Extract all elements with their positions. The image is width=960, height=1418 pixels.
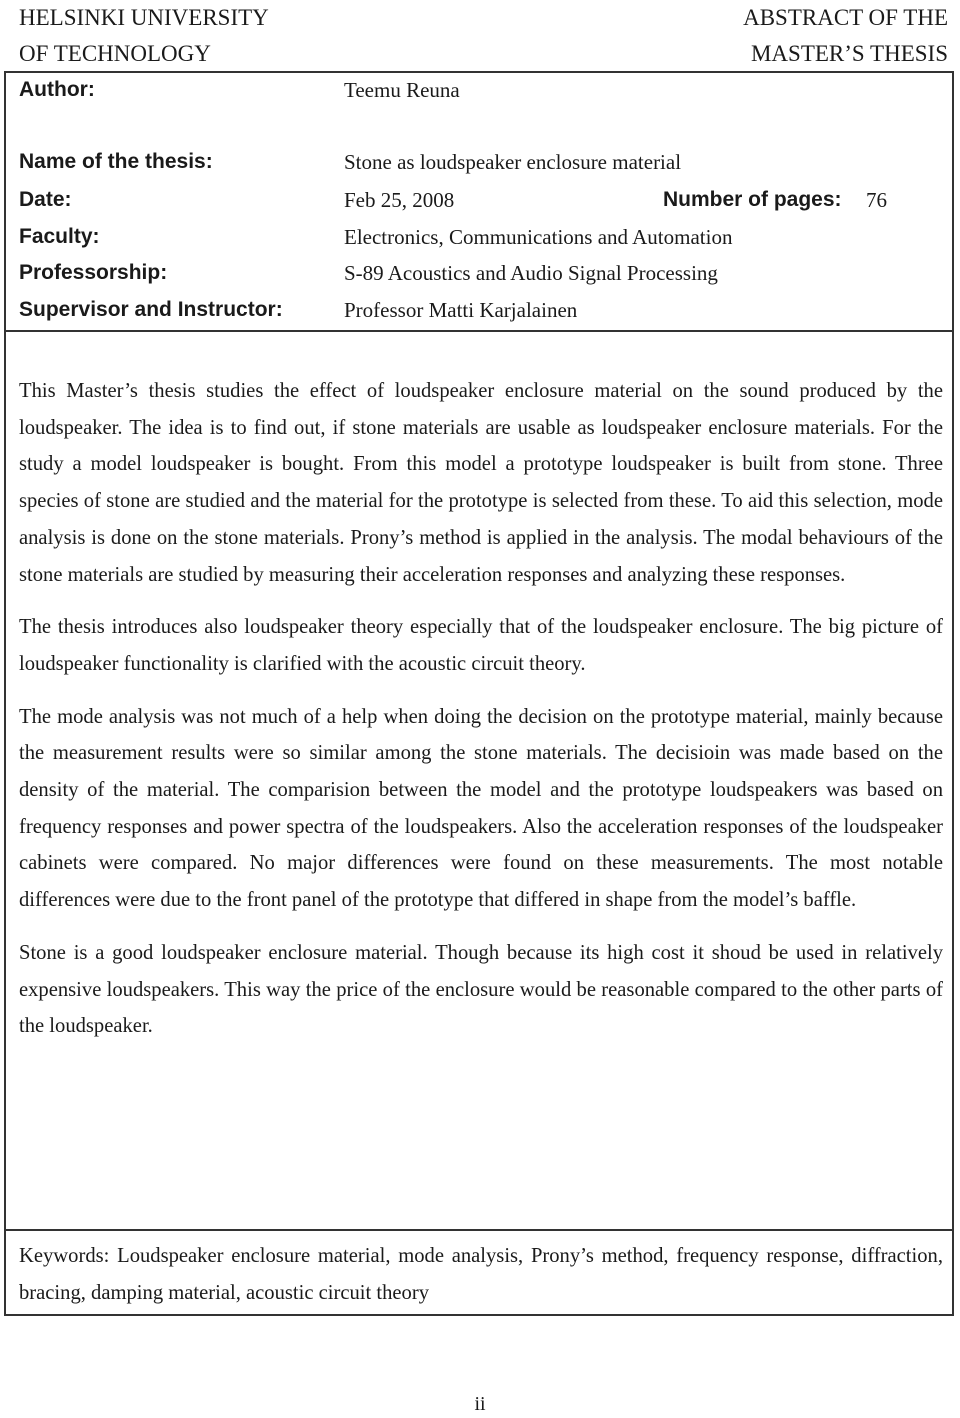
author-label: Author:: [19, 78, 95, 101]
thesis-name-value: Stone as loudspeaker enclosure material: [344, 150, 682, 174]
faculty-value: Electronics, Communications and Automation: [344, 225, 733, 249]
supervisor-value: Professor Matti Karjalainen: [344, 298, 578, 322]
page-number: ii: [474, 1393, 486, 1415]
faculty-label: Faculty:: [19, 225, 100, 248]
abstract-paragraph-4: Stone is a good loudspeaker enclosure material. Though because its high cost it shoud be used in relatively expensive loudspeakers. This way the price of the enclosure would be reasonable compared to the other parts of the loudspeaker.: [19, 941, 943, 1038]
keywords: Keywords: Loudspeaker enclosure material, mode analysis, Prony’s method, frequency response, diffraction, bracing, damping material, acoustic circuit theory: [19, 1245, 943, 1304]
university-name-line1: HELSINKI UNIVERSITY: [19, 5, 269, 30]
document-type-line2: MASTER’S THESIS: [750, 41, 948, 66]
abstract-paragraph-1: This Master’s thesis studies the effect of loudspeaker enclosure material on the sound produced by the loudspeaker. The idea is to find out, if stone materials are usable as loudspeaker enclosure materials. For the study a model loudspeaker is bought. From this model a prototype loudspeaker is built from stone. Three species of stone are studied and the material for the prototype is selected from these. To aid this selection, mode analysis is done on the stone materials. Prony’s method is applied in the analysis. The modal behaviours of the stone materials are studied by measuring their acceleration responses and analyzing these responses.: [19, 380, 943, 586]
supervisor-label: Supervisor and Instructor:: [19, 298, 283, 321]
author-value: Teemu Reuna: [344, 78, 460, 102]
date-label: Date:: [19, 188, 72, 211]
abstract-body: [19, 373, 943, 1061]
pages-value: 76: [866, 188, 887, 212]
document-type-line1: ABSTRACT OF THE: [743, 5, 948, 30]
abstract-paragraph-2: The thesis introduces also loudspeaker theory especially that of the loudspeaker enclosure. The big picture of loudspeaker functionality is clarified with the acoustic circuit theory.: [19, 616, 943, 675]
pages-label: Number of pages:: [663, 188, 842, 211]
abstract-paragraph-3: The mode analysis was not much of a help when doing the decision on the prototype material, mainly because the measurement results were so similar among the stone materials. The decisioin was made based on the density of the material. The comparision between the model and the prototype loudspeakers was based on frequency responses and power spectra of the loudspeakers. Also the acceleration responses of the loudspeaker cabinets were compared. No major differences were found on these measurements. The most notable differences were due to the front panel of the prototype that differed in shape from the model’s baffle.: [19, 705, 943, 912]
keywords-separator: [4, 1229, 954, 1231]
professorship-value: S-89 Acoustics and Audio Signal Processing: [344, 261, 718, 285]
university-name-line2: OF TECHNOLOGY: [19, 41, 211, 66]
date-value: Feb 25, 2008: [344, 188, 455, 212]
university-name: [19, 0, 269, 72]
thesis-name-label: Name of the thesis:: [19, 150, 213, 173]
meta-separator: [4, 330, 954, 332]
document-type: [743, 0, 948, 72]
professorship-label: Professorship:: [19, 261, 168, 284]
